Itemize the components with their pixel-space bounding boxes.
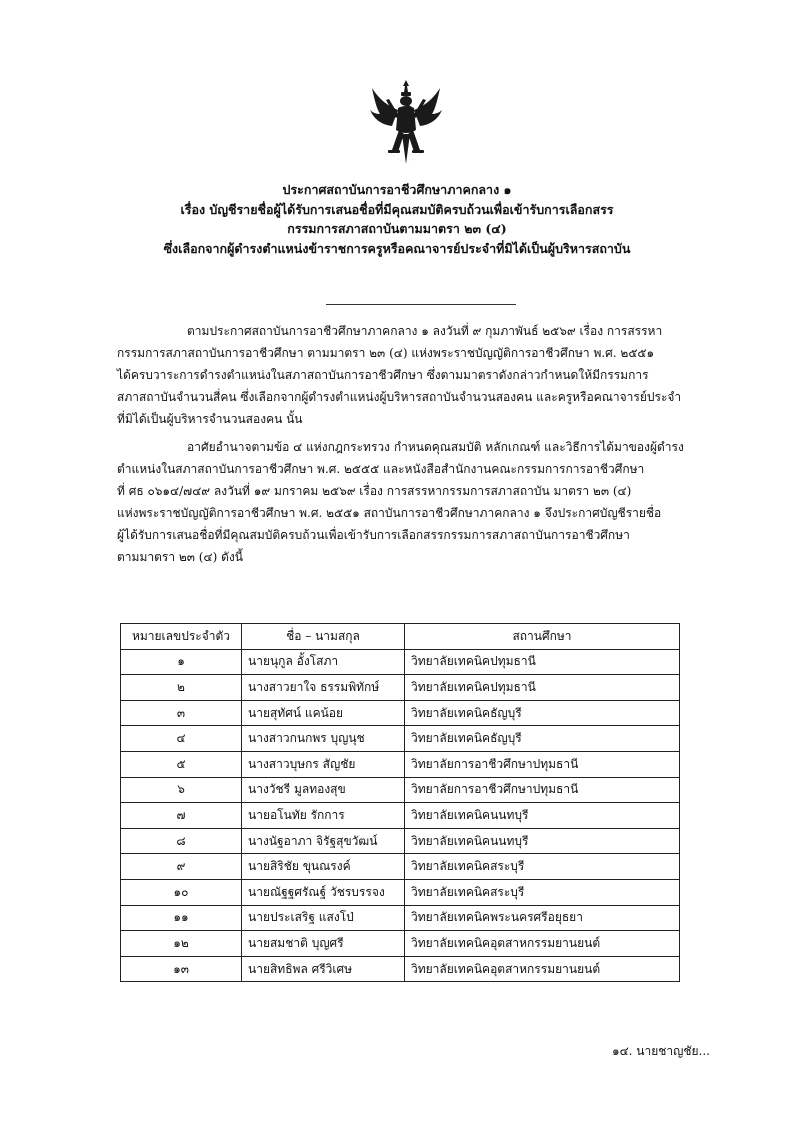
cell-id-number: ๑ xyxy=(121,649,242,675)
cell-institution: วิทยาลัยเทคนิคธัญบุรี xyxy=(405,700,680,726)
paragraph-line: ผู้ได้รับการเสนอชื่อที่มีคุณสมบัติครบถ้วนเพื่อเข้ารับการเลือกสรรกรรมการสภาสถาบันการอาชีวศึกษา xyxy=(117,528,630,542)
paragraph-1 xyxy=(117,320,683,430)
cell-institution: วิทยาลัยเทคนิคอุตสาหกรรมยานยนต์ xyxy=(405,931,680,957)
paragraph-line: แห่งพระราชบัญญัติการอาชีวศึกษา พ.ศ. ๒๕๕๑ สถาบันการอาชีวศึกษาภาคกลาง ๑ จึงประกาศบัญชีรายชื่อ xyxy=(117,506,662,520)
paragraph-line: กรรมการสภาสถาบันการอาชีวศึกษา ตามมาตรา ๒๓ (๔) แห่งพระราชบัญญัติการอาชีวศึกษา พ.ศ. ๒๕๕๑ xyxy=(117,346,655,360)
table-row xyxy=(121,905,680,931)
cell-institution: วิทยาลัยเทคนิคนนทบุรี xyxy=(405,828,680,854)
paragraph-line: ตามมาตรา ๒๓ (๔) ดังนี้ xyxy=(117,550,243,564)
paragraph-line: สภาสถาบันจำนวนสี่คน ซึ่งเลือกจากผู้ดำรงตำแหน่งผู้บริหารสถาบันจำนวนสองคน และครูหรือคณาจารย์ประจำ xyxy=(117,390,682,404)
cell-full-name: นางสาวกนกพร บุญนุช xyxy=(242,726,405,752)
table-row xyxy=(121,854,680,880)
cell-institution: วิทยาลัยเทคนิคพระนครศรีอยุธยา xyxy=(405,905,680,931)
cell-full-name: นายสุทัศน์ แคน้อย xyxy=(242,700,405,726)
cell-full-name: นางสาวยาใจ ธรรมพิทักษ์ xyxy=(242,675,405,701)
cell-full-name: นายประเสริฐ แสงโป่ xyxy=(242,905,405,931)
paragraph-2 xyxy=(117,436,683,568)
table-row xyxy=(121,931,680,957)
cell-id-number: ๔ xyxy=(121,726,242,752)
cell-institution: วิทยาลัยเทคนิคปทุมธานี xyxy=(405,649,680,675)
cell-institution: วิทยาลัยเทคนิคนนทบุรี xyxy=(405,803,680,829)
table-row xyxy=(121,803,680,829)
candidate-table xyxy=(120,623,680,982)
cell-institution: วิทยาลัยการอาชีวศึกษาปทุมธานี xyxy=(405,777,680,803)
title-line-1: ประกาศสถาบันการอาชีวศึกษาภาคกลาง ๑ xyxy=(282,182,512,197)
title-divider xyxy=(326,304,516,305)
title-line-4: ซึ่งเลือกจากผู้ดำรงตำแหน่งข้าราชการครูหรือคณาจารย์ประจำที่มิได้เป็นผู้บริหารสถาบัน xyxy=(163,240,631,256)
cell-full-name: นายสิทธิพล ศรีวิเศษ xyxy=(242,956,405,982)
cell-full-name: นางสาวบุษกร สัญชัย xyxy=(242,751,405,777)
cell-id-number: ๑๐ xyxy=(121,879,242,905)
table-row xyxy=(121,649,680,675)
table-row xyxy=(121,879,680,905)
cell-full-name: นายสิริชัย ขุนณรงค์ xyxy=(242,854,405,880)
cell-institution: วิทยาลัยเทคนิคสระบุรี xyxy=(405,879,680,905)
title-line-3: กรรมการสภาสถาบันตามมาตรา ๒๓ (๔) xyxy=(287,221,507,236)
continuation-note: ๑๔. นายชาญชัย... xyxy=(611,1044,710,1058)
table-row xyxy=(121,726,680,752)
header-id-number: หมายเลขประจำตัว xyxy=(121,624,242,650)
cell-full-name: นางวัชรี มูลทองสุข xyxy=(242,777,405,803)
cell-id-number: ๙ xyxy=(121,854,242,880)
table-row xyxy=(121,675,680,701)
cell-id-number: ๕ xyxy=(121,751,242,777)
table-body xyxy=(121,649,680,982)
cell-institution: วิทยาลัยการอาชีวศึกษาปทุมธานี xyxy=(405,751,680,777)
announcement-title xyxy=(80,180,714,258)
paragraph-line: ที่มิได้เป็นผู้บริหารจำนวนสองคน นั้น xyxy=(117,412,303,426)
cell-id-number: ๑๓ xyxy=(121,956,242,982)
cell-id-number: ๑๒ xyxy=(121,931,242,957)
cell-full-name: นายณัฐฐศรัณฐ์ วัชรบรรจง xyxy=(242,879,405,905)
cell-id-number: ๓ xyxy=(121,700,242,726)
title-line-2: เรื่อง บัญชีรายชื่อผู้ได้รับการเสนอชื่อที่มีคุณสมบัติครบถ้วนเพื่อเข้ารับการเลือกสรร xyxy=(180,201,614,217)
cell-id-number: ๑๑ xyxy=(121,905,242,931)
cell-id-number: ๗ xyxy=(121,803,242,829)
cell-full-name: นายสมชาติ บุญศรี xyxy=(242,931,405,957)
cell-institution: วิทยาลัยเทคนิคอุตสาหกรรมยานยนต์ xyxy=(405,956,680,982)
cell-id-number: ๘ xyxy=(121,828,242,854)
cell-id-number: ๒ xyxy=(121,675,242,701)
paragraph-line: ตำแหน่งในสภาสถาบันการอาชีวศึกษา พ.ศ. ๒๕๕๕ และหนังสือสำนักงานคณะกรรมการการอาชีวศึกษา xyxy=(117,462,645,476)
table-row xyxy=(121,700,680,726)
table-row xyxy=(121,956,680,982)
header-institution: สถานศึกษา xyxy=(405,624,680,650)
cell-institution: วิทยาลัยเทคนิคธัญบุรี xyxy=(405,726,680,752)
paragraph-line: อาศัยอำนาจตามข้อ ๔ แห่งกฎกระทรวง กำหนดคุณสมบัติ หลักเกณฑ์ และวิธีการได้มาของผู้ดำรง xyxy=(187,440,684,454)
garuda-emblem-icon xyxy=(368,78,444,174)
cell-full-name: นายอโนทัย รักการ xyxy=(242,803,405,829)
cell-full-name: นางนัฐอาภา จิรัฐสุขวัฒน์ xyxy=(242,828,405,854)
table-row xyxy=(121,751,680,777)
table-row xyxy=(121,828,680,854)
paragraph-line: ได้ครบวาระการดำรงตำแหน่งในสภาสถาบันการอาชีวศึกษา ซึ่งตามมาตราดังกล่าวกำหนดให้มีกรรมการ xyxy=(117,368,649,382)
header-full-name: ชื่อ – นามสกุล xyxy=(242,624,405,650)
paragraph-line: ที่ ศธ ๐๖๑๔/๗๔๙ ลงวันที่ ๑๙ มกราคม ๒๕๖๙ เรื่อง การสรรหากรรมการสภาสถาบัน มาตรา ๒๓ (๔) xyxy=(117,484,632,498)
cell-institution: วิทยาลัยเทคนิคปทุมธานี xyxy=(405,675,680,701)
cell-id-number: ๖ xyxy=(121,777,242,803)
cell-institution: วิทยาลัยเทคนิคสระบุรี xyxy=(405,854,680,880)
table-header-row xyxy=(121,624,680,650)
paragraph-line: ตามประกาศสถาบันการอาชีวศึกษาภาคกลาง ๑ ลงวันที่ ๙ กุมภาพันธ์ ๒๕๖๙ เรื่อง การสรรหา xyxy=(187,324,663,338)
table-row xyxy=(121,777,680,803)
cell-full-name: นายนุกูล อั้งโสภา xyxy=(242,649,405,675)
